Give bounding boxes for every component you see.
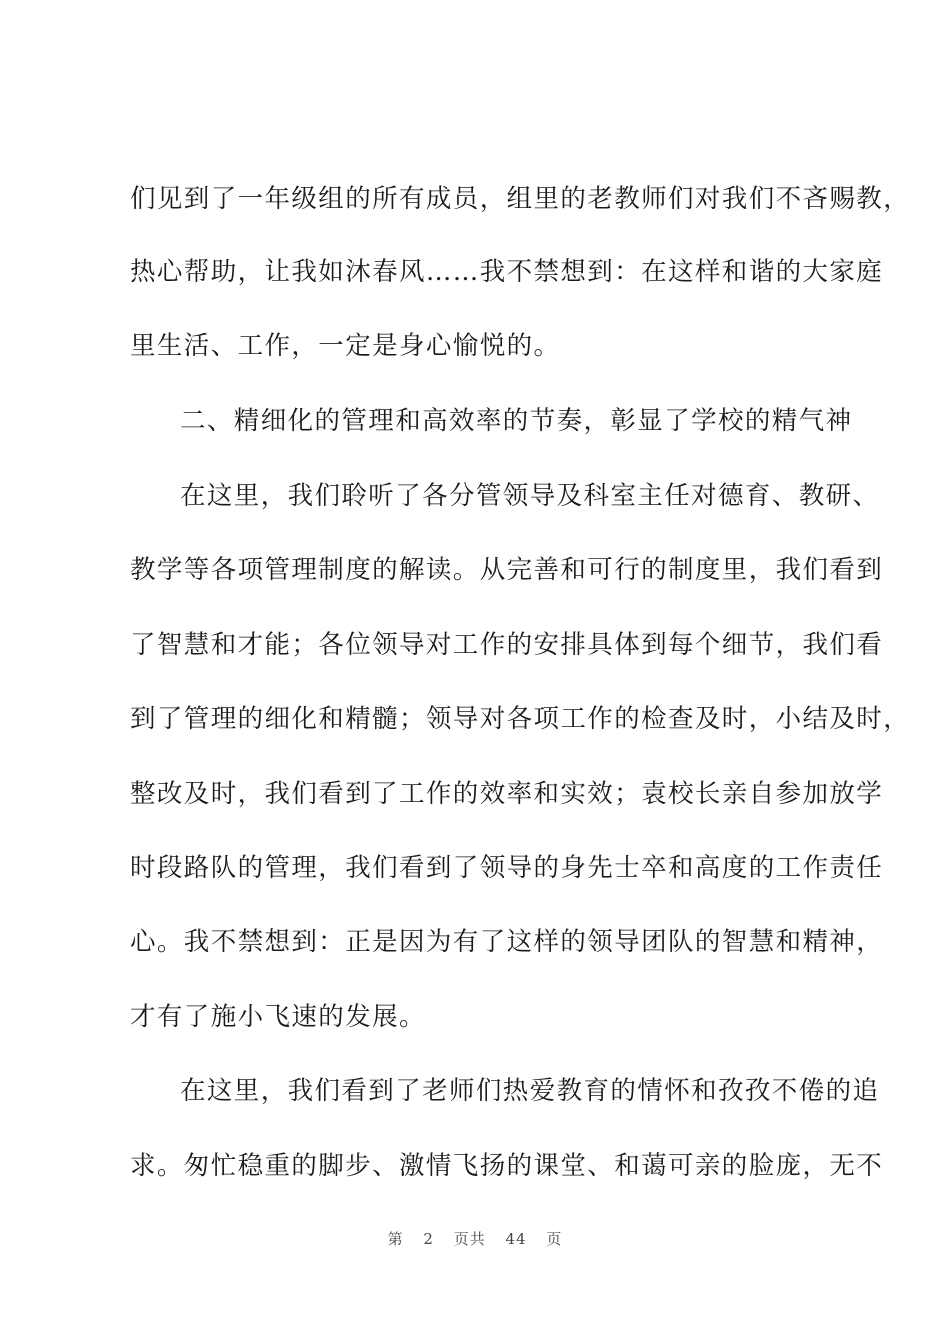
- page-number: 2: [423, 1230, 434, 1248]
- page-footer: [0, 1228, 950, 1249]
- text-line: 求。匆忙稳重的脚步、激情飞扬的课堂、和蔼可亲的脸庞，无不: [130, 1151, 884, 1181]
- text-line: 热心帮助，让我如沐春风……我不禁想到：在这样和谐的大家庭: [130, 257, 884, 287]
- text-line: 教学等各项管理制度的解读。从完善和可行的制度里，我们看到: [130, 555, 884, 585]
- footer-suffix: 页: [546, 1230, 563, 1248]
- text-line: 到了管理的细化和精髓；领导对各项工作的检查及时，小结及时，: [130, 704, 911, 734]
- section-heading: 二、精细化的管理和高效率的节奏，彰显了学校的精气神: [180, 406, 853, 436]
- total-pages: 44: [505, 1230, 527, 1248]
- text-line: 才有了施小飞速的发展。: [130, 1002, 426, 1032]
- text-line: 整改及时，我们看到了工作的效率和实效；袁校长亲自参加放学: [130, 779, 884, 809]
- text-line: 在这里，我们聆听了各分管领导及科室主任对德育、教研、: [180, 481, 880, 511]
- text-line: 了智慧和才能；各位领导对工作的安排具体到每个细节，我们看: [130, 630, 884, 660]
- text-line: 里生活、工作，一定是身心愉悦的。: [130, 331, 561, 361]
- text-line: 时段路队的管理，我们看到了领导的身先士卒和高度的工作责任: [130, 853, 884, 883]
- footer-middle: 页共: [453, 1230, 486, 1248]
- text-line: 在这里，我们看到了老师们热爱教育的情怀和孜孜不倦的追: [180, 1076, 880, 1106]
- footer-prefix: 第: [387, 1230, 404, 1248]
- text-line: 心。我不禁想到：正是因为有了这样的领导团队的智慧和精神，: [130, 927, 884, 957]
- text-line: 们见到了一年级组的所有成员，组里的老教师们对我们不吝赐教，: [130, 184, 911, 214]
